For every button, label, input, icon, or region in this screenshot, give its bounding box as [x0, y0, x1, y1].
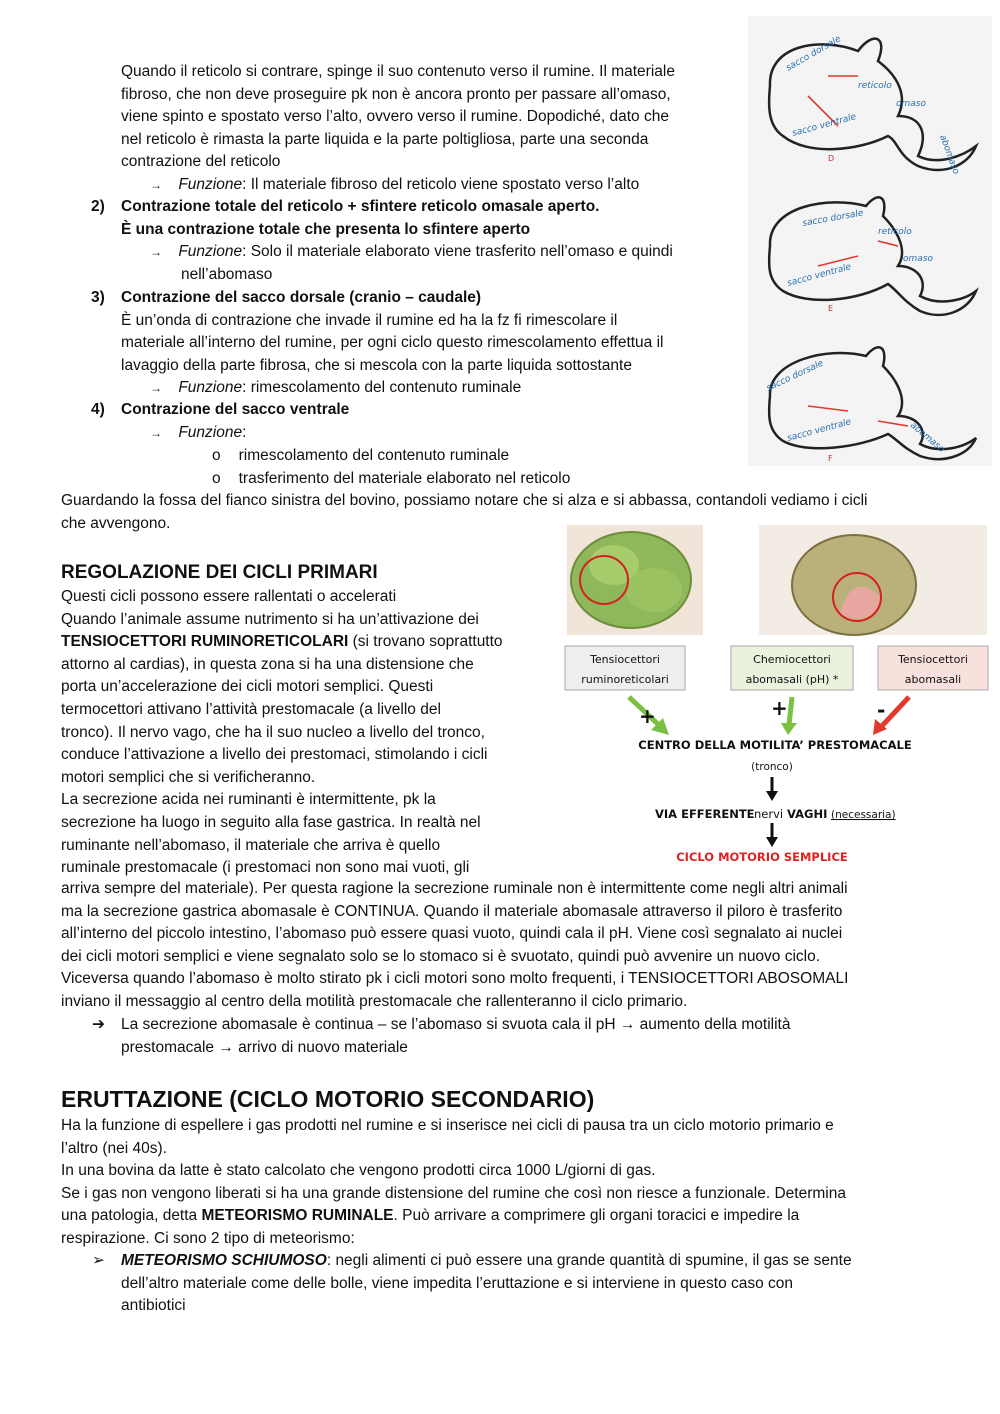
item-subtitle: È una contrazione totale che presenta lo sfintere aperto — [121, 220, 531, 238]
svg-text:reticolo: reticolo — [878, 227, 912, 237]
item-title: Contrazione del sacco ventrale — [121, 401, 350, 418]
svg-text:ruminoreticolari: ruminoreticolari — [581, 673, 669, 686]
item-2-text — [121, 196, 741, 241]
svg-text:sacco dorsale: sacco dorsale — [765, 358, 826, 394]
arrow-icon: → — [150, 178, 162, 192]
item-3 — [91, 287, 105, 310]
bold-term: METEORISMO RUMINALE — [201, 1207, 394, 1225]
function-line-2: → Funzione: Solo il materiale elaborato viene trasferito nell’omaso e quindi nell’abomaso — [150, 243, 673, 283]
svg-text:nervi: nervi — [754, 807, 784, 821]
svg-text:reticolo: reticolo — [858, 81, 892, 91]
bold-italic-term: METEORISMO SCHIUMOSO — [121, 1252, 327, 1269]
svg-text:abomasali (pH) *: abomasali (pH) * — [745, 673, 839, 686]
bold-term: TENSIOCETTORI RUMINORETICOLARI — [61, 633, 349, 651]
svg-text:abomaso: abomaso — [908, 420, 947, 455]
item-number: 4) — [91, 401, 105, 418]
svg-text:omaso: omaso — [903, 254, 933, 264]
function-line-3: → Funzione: rimescolamento del contenuto ruminale — [150, 379, 522, 396]
svg-text:CENTRO DELLA MOTILITA’ PRES: CENTRO DELLA MOTILITA’ PRESTOMACALE — [638, 738, 912, 752]
fossa-paragraph: Guardando la fossa del fianco sinistra del bovino, possiamo notare che si alza e si abbassa, contandoli vediamo i cicli che avvengono. — [61, 492, 868, 532]
rumen-diagram-svg — [748, 16, 992, 466]
svg-text:sacco dorsale: sacco dorsale — [801, 208, 865, 229]
arrow-icon: → — [150, 381, 162, 395]
flow-diagram-svg — [559, 525, 991, 877]
item-4 — [91, 399, 105, 422]
intro-paragraph — [121, 61, 741, 174]
text-line: fibroso, che non deve proseguire pk non è ancora pronto per passare all’omaso, — [121, 85, 671, 103]
svg-text:-: - — [877, 698, 886, 722]
svg-text:Tensiocettori: Tensiocettori — [898, 653, 968, 666]
svg-text:D: D — [828, 154, 835, 163]
regolazione-paragraph: Questi cicli possono essere rallentati o accelerati Quando l’animale assume nutrimento si ha un’attivazione dei TENSIOCETTORI RUMINORETICOLARI (si trovano soprattutto attorno al cardias), in questa zona si ha una distensione che porta un’accelerazione dei cicli motori semplici. Questi termocettori attivano l’attività prestomacale (a livello del tronco). Il nervo vago, che ha il suo nucleo a livello del tronco, conduce l’attivazione a livello dei prestomaci, stimolando i cicli motori semplici che si verificheranno. La secrezione acida nei ruminanti è intermittente, pk la secrezione ha luogo in seguito alla fase gastrica. In realtà nel ruminante nell’abomaso, il materiale che arriva è quello ruminale prestomacale (i prestomaci non sono mai vuoti, gli — [61, 588, 503, 877]
section-heading-eruttazione: ERUTTAZIONE (CICLO MOTORIO SECONDARIO) — [61, 1086, 595, 1112]
arrow-icon: → — [150, 245, 162, 259]
svg-text:sacco dorsale: sacco dorsale — [784, 34, 843, 74]
svg-text:abomaso: abomaso — [937, 133, 961, 176]
item-number: 3) — [91, 289, 105, 306]
svg-text:+: + — [639, 704, 656, 728]
svg-text:VAGHI: VAGHI — [787, 807, 828, 821]
function-line-4: → Funzione: — [150, 424, 247, 441]
function-line-1: → Funzione: Il materiale fibroso del reticolo viene spostato verso l’alto — [150, 176, 640, 193]
section-heading-regolazione: REGOLAZIONE DEI CICLI PRIMARI — [61, 562, 378, 583]
svg-text:VIA EFFERENTE: VIA EFFERENTE — [655, 807, 755, 821]
item-3-text: Contrazione del sacco dorsale (cranio – caudale) È un’onda di contrazione che invade il rumine ed ha la fz fi rimescolare il materiale all’interno del rumine, per ogni ciclo questo rimescolamento effettua il lavaggio della parte fibrosa, che si mescola con la parte liquida sottostante — [121, 289, 664, 374]
svg-text:+: + — [771, 696, 788, 720]
item-title: Contrazione totale del reticolo + sfintere reticolo omasale aperto. — [121, 198, 600, 215]
svg-text:E: E — [828, 304, 834, 313]
svg-text:sacco ventrale: sacco ventrale — [786, 417, 853, 444]
text-line: Quando il reticolo si contrare, spinge il suo contenuto verso il rumine. Il materiale — [121, 63, 675, 80]
svg-text:(necessaria): (necessaria) — [831, 809, 896, 821]
meteorismo-item: METEORISMO SCHIUMOSO: negli alimenti ci può essere una grande quantità di spumine, il gas se sente dell’altro materiale come delle bolle, viene impedita l’eruttazione e si interviene in questo caso con antibiotici — [121, 1252, 852, 1315]
svg-text:omaso: omaso — [896, 99, 926, 109]
svg-text:sacco ventrale: sacco ventrale — [791, 112, 858, 139]
item-title: Contrazione del sacco dorsale (cranio – caudale) — [121, 289, 482, 306]
svg-text:Chemiocettori: Chemiocettori — [753, 653, 831, 666]
item-number: 2) — [91, 198, 105, 215]
item-2 — [91, 196, 105, 219]
text-line: viene spinto e spostato verso l’alto, ovvero verso il rumine. Dopodiché, dato che — [121, 108, 669, 126]
arrow-icon: → — [150, 426, 162, 440]
rumen-contraction-figure — [748, 16, 992, 466]
item-4-text — [121, 399, 349, 422]
svg-text:sacco ventrale: sacco ventrale — [786, 262, 853, 289]
regolazione-paragraph-full: arriva sempre del materiale). Per questa ragione la secrezione ruminale non è intermittente come negli altri animali ma la secrezione gastrica abomasale è CONTINUA. Quando il materiale abomasale attraverso il piloro è trasferito all’interno del piccolo intestino, l’abomaso può essere quasi vuoto, quindi cala il pH. Viene così segnalato ai nuclei dei cicli motori semplici e viene segnalato solo se lo stomaco si è svuotato, quindi può avvenire un nuovo ciclo. Viceversa quando l’abomaso è molto stirato pk i cicli motori sono molto frequenti, i TENSIOCETTORI ABOSOMALI inviano il messaggio al centro della motilità prestomacale che rallenteranno il ciclo primario. — [61, 880, 849, 1010]
arrow-bullet-text: La secrezione abomasale è continua – se l’abomaso si svuota cala il pH → aumento della motilità prestomacale → arrivo di nuovo materiale — [121, 1016, 791, 1056]
triangle-bullet-icon: ➢ — [92, 1252, 105, 1269]
text-line: nel reticolo è rimasta la parte liquida e la parte poltigliosa, parte una seconda — [121, 130, 649, 148]
bullet-icon: o — [212, 447, 221, 464]
regulation-flow-figure — [559, 525, 991, 877]
svg-text:(tronco): (tronco) — [751, 761, 793, 773]
text-line: contrazione del reticolo — [121, 153, 281, 171]
eruttazione-paragraph: Ha la funzione di espellere i gas prodotti nel rumine e si inserisce nei cicli di pausa tra un ciclo motorio primario e l’altro (nei 40s). In una bovina da latte è stato calcolato che vengono prodotti circa 1000 L/giorni di gas. Se i gas non vengono liberati si ha una grande distensione del rumine che così non riesce a funzionale. Determina una patologia, detta METEORISMO RUMINALE. Può arrivare a comprimere gli organi toracici e impedire la respirazione. Ci sono 2 tipo di meteorismo: — [61, 1117, 846, 1247]
function-4-list: o rimescolamento del contenuto ruminale o trasferimento del materiale elaborato nel reticolo — [212, 447, 571, 487]
svg-text:F: F — [828, 454, 833, 463]
svg-text:abomasali: abomasali — [904, 673, 962, 686]
arrow-bullet-icon: ➔ — [92, 1016, 105, 1033]
svg-text:Tensiocettori: Tensiocettori — [590, 653, 660, 666]
bullet-icon: o — [212, 469, 221, 487]
svg-text:CICLO MOTORIO SEMPLICE: CICLO MOTORIO SEMPLICE — [676, 850, 848, 864]
